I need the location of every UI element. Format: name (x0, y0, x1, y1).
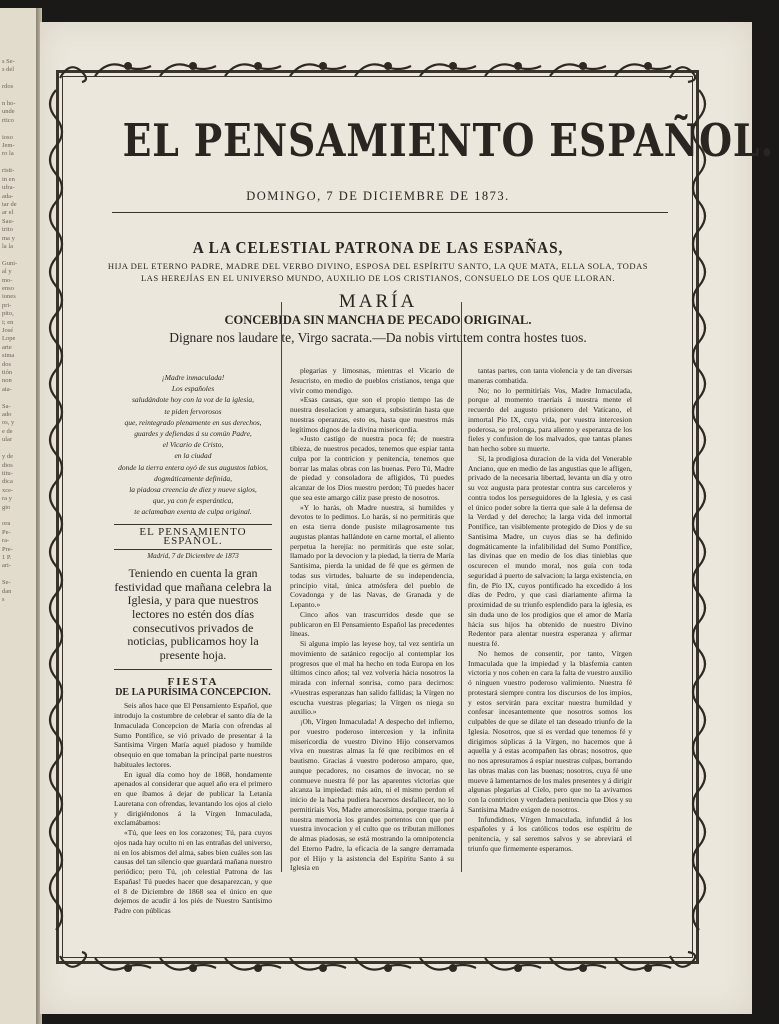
fragment-line (2, 125, 38, 133)
dedication-subtitle-line-1: HIJA DEL ETERNO PADRE, MADRE DEL VERBO DIVINO, ESPOSA DEL ESPÍRITU SANTO, LA QUE MATA, ELLA SOLA, TODAS (107, 261, 649, 271)
fragment-line: Se- (2, 579, 11, 587)
fragment-line: gio (2, 503, 11, 511)
paragraph: Si alguna impío las leyese hoy, tal vez sentiría un movimiento de satánico regocijo al contemplar los progresos que el mal ha hecho en toda Europa en los últimos cinco años; tal vez volvería hácia nosotros la mirada con infernal sonrisa, como para decirnos: «Vuestras esperanzas han salido fallidas; la Vírgen no escucha vuestras plegarias; la Vírgen os niega su auxilio.» (290, 639, 454, 717)
fragment-line: sima (2, 352, 15, 360)
article-column-3 (468, 366, 632, 854)
fragment-line: pito, (2, 310, 14, 318)
fragment-line: al y (2, 268, 12, 276)
fragment-line: rtico (2, 116, 14, 124)
poem-line: ¡Madre inmaculada! (161, 373, 225, 382)
poem-line: te aclamaban exenta de culpa original. (134, 507, 252, 517)
fragment-line: s Se- (2, 58, 15, 65)
maria-heading: MARÍA (338, 291, 418, 312)
fragment-line: Pre- (2, 545, 13, 553)
fragment-line: tar de (2, 200, 17, 208)
fragment-line: la la (2, 242, 14, 250)
fragment-line: trito (2, 226, 13, 234)
poem-line: el Vicario de Cristo, (162, 440, 224, 450)
fragment-line: ora (2, 520, 11, 528)
paragraph: No hemos de consentir, por tanto, Vírgen Inmaculada que la impiedad y la blasfemia canten victoria y nos cohen en cara la falta de vuestro auxilio ó ninguen vuestro poderoso valimiento. Nuestra fé protestará siempre contra los discursos de los impíos, y estos servirán para excitar nuestra humildad y confesar incesantemente que nosotros somos los culpables de que se dilate el tan deseado triunfo de la Iglesia. Nosotros, que si es verdad que tenemos fé y dirigimos súplicas á la Vírgen, no hacemos que á aquella y á estas acompañen las obras; nosotros, que no nos apresuramos á espiar nuestras culpas, borrando las obras malas con las buenas; nosotros, cuya fé une mueve á lamentarnos de los males presentes y á dirigir algunas plegarias al Cielo, pero que no la avivamos con la contricion y verdadera penitencia que Dios y su Santísima Madre exigen de nosotros. (468, 648, 632, 814)
fragment-line: iones (2, 293, 16, 301)
column-dateline: Madrid, 7 de Diciembre de 1873 (147, 552, 239, 561)
fragment-line: s del (2, 66, 15, 74)
fragment-line: Jem- (2, 142, 15, 150)
fragment-line: in en (2, 175, 15, 183)
fragment-line: dan (2, 587, 12, 595)
paragraph: Seis años hace que El Pensamiento Español, que introdujo la costumbre de celebrar el santo día de la Inmaculada Concepcion de María con ofrendas al Sumo Pontífice, se vió privado de presentar á la Santísima Virgen María aquel piadoso y humilde obsequio en que tomaban la principal parte nuestros habituales lectores. (114, 701, 272, 769)
concebida-heading: CONCEBIDA SIN MANCHA DE PECADO ORIGINAL. (224, 313, 532, 327)
paragraph: Infundidnos, Vírgen Inmaculada, infundid á los españoles y á los católicos todos ese espíritu de penitencia, y sal seremos salvos y se abreviará el triunfo que firmemente esperamos. (468, 814, 632, 853)
fragment-line: non (2, 377, 12, 385)
poem-line: guardes y defiendas á su común Padre, (134, 429, 252, 439)
paragraph: »Esas causas, que son el propio tiempo las de nuestra desolacion y amargura, subsistirán hasta que nuestras operanzas, esto es, hasta que nuestros más legítimos dignos de la divina misericordia. (290, 395, 454, 434)
fragment-line (2, 92, 38, 100)
paragraph: ¡Oh, Vírgen Inmaculada! A despecho del infierno, por vuestro poderoso intercesion y la infinita misericordia de vuestro Divino Hijo conservamos viva en nuestras almas la fé que recibimos en el bautismo. Gracias á vuestro poderoso amparo, que, aunque pecadores, no cesamos de invocar, no se conmueve nuestra fé por las aparentes victorias que alcanza la impiedad: más aún, ni el mismo perdon el inicio de la hacha pudiera hacernos desfallecer, no lo permitiríais Vos, Madre amorosísima, porque traería á nuestra memoria los grandes portentos con que por vuestra invocacion y el culto que os tributan millones de almas piadosas, se está mostrando la omnipotencia del Eterno Padre, la eficacia de la sangre derramada por el Hijo y la asistencia del Espíritu Santo á su Iglesia en (290, 717, 454, 873)
fragment-line (2, 571, 38, 579)
fragment-line: arte (2, 343, 12, 351)
fragment-line (2, 159, 38, 167)
frame-ornament-bottom (50, 950, 705, 978)
frame-ornament-top (50, 56, 705, 84)
paragraph: »Y lo harás, oh Madre nuestra, si humildes y devotos te lo pedimos. Lo harás, si no permitirás que en esta tierra donde pusiste milagrosamente tus augustas plantas hallándote en carne mortal, el aliento perpetua la herejía: no permitirás que este solar, llamado por la devocion y la piedad, la tierra de María Santísima, pierda la unidad de fé que es gérmen de todas sus virtudes, baluarte de su independencia, principio vital, única atmósfera del pueblo de Covadonga y de las Navas, de Granada y de Lepanto.» (290, 502, 454, 609)
fragment-line: unde (2, 108, 15, 116)
article-column-2 (290, 366, 454, 873)
paragraph: plegarias y limosnas, mientras el Vicario de Jesucristo, en medio de pueblos cristianos, tenga que vivir como mendigo. (290, 366, 454, 395)
fragment-line (2, 512, 38, 520)
fragment-line: ular (2, 436, 13, 444)
fiesta-heading: FIESTA (167, 675, 219, 688)
fragment-line: ado (2, 411, 12, 419)
fragment-line: s (2, 596, 5, 603)
fragment-line: José (2, 327, 14, 334)
poem-line: saludándote hoy con la voz de la iglesia, (131, 395, 255, 405)
fragment-line: n ho- (2, 100, 16, 108)
poem-line: dogmáticamente definida, (154, 473, 232, 483)
fragment-line: ioso (2, 133, 13, 141)
fragment-line: Pe- (2, 528, 11, 536)
paragraph: »Justo castigo de nuestra poca fé; de nuestra tibieza, de nuestros pecados, tenemos que espiar tanta culpa por la contricion y penitencia, tenemos que borrar las malas obras con las buenas. Pero Tú, Madre de piedad y consoladora de afligidos, Tú puedes alcanzar de los Dios nuestro perdon; Tú puedes hacer que sea este amargo cáliz pase presto de nosotros. (290, 434, 454, 502)
column-divider-1 (281, 302, 282, 872)
poem-line: donde la tierra entera oyó de sus augustos labios, (118, 462, 268, 472)
masthead-rule (112, 212, 668, 213)
fragment-line: xce- (2, 486, 14, 494)
fragment-line: ar el (2, 209, 14, 217)
newspaper-masthead: EL PENSAMIENTO ESPAÑOL. (122, 114, 775, 167)
column-masthead: EL PENSAMIENTO ESPAÑOL. (114, 524, 272, 551)
fragment-line: ro la (2, 150, 14, 158)
article-column-1 (114, 372, 272, 916)
paragraph: En igual día como hoy de 1868, hondamente apenados al considerar que aquel año era el primero en que íbamos á dejar de publicar la Letanía Lauretana con ofrendas, levantando los ojos al cielo y dirigiéndonos á la Vírgen Inmaculada, exclamábamos: (114, 769, 272, 828)
fragment-line: ada- (2, 192, 14, 200)
poem-line: Los españoles (171, 384, 215, 394)
column-divider-2 (461, 302, 462, 872)
fragment-line: dos (2, 360, 12, 368)
fragment-line: Sau- (2, 217, 14, 225)
newspaper-page (40, 22, 775, 1014)
latin-invocation: Dignare nos laudare te, Virgo sacrata.—Da nobis virtutem contra hostes tuos. (169, 330, 587, 345)
fragment-line: rdos (2, 83, 14, 91)
fragment-line (2, 394, 38, 402)
fragment-line: ma y (2, 234, 15, 242)
poem-line: en la ciudad (174, 451, 212, 461)
frame-ornament-right (687, 80, 711, 954)
fragment-line: 1 P. (2, 553, 12, 561)
poem-line: que, ya con fe esperántica, (152, 496, 234, 506)
fragment-line (2, 445, 38, 453)
fragment-line: ristt- (2, 167, 15, 175)
paragraph: «Tú, que lees en los corazones; Tú, para cuyos ojos nada hay oculto ni en las entrañas del universo, ni en los abismos del alma, sabes bien cuáles son las causas del tan silencio que guardará mañana nuestro periódico; pero Tú, ¡oh celestial Patrona de las Españas! Tú puedes hacer que desaparezcan, y que el 8 de Diciembre de 1868 sea el único en que dejemos de acudir á los piés de Nuestro Santísimo Padre con públicas (114, 828, 272, 916)
fragment-line: ata- (2, 385, 12, 393)
previous-page-text-fragments (2, 58, 38, 604)
fragment-line: Sa- (2, 402, 11, 410)
fragment-line (2, 75, 38, 83)
fragment-line: Guni- (2, 259, 18, 267)
fragment-line: titu- (2, 469, 13, 477)
fragment-line: dios (2, 461, 13, 469)
paragraph: tantas partes, con tanta violencia y de tan diversas maneras combatida. (468, 366, 632, 385)
fragment-line: tión (2, 369, 13, 377)
poem-line: que, reintegrado plenamente en sus derechos, (124, 417, 262, 427)
dedication-title: A LA CELESTIAL PATRONA DE LAS ESPAÑAS, (192, 238, 564, 257)
invocation-poem (114, 372, 272, 518)
fragment-line: ari- (2, 562, 12, 570)
fragment-line: mo- (2, 276, 13, 284)
fragment-line (2, 251, 38, 259)
publication-notice: Teniendo en cuenta la gran festividad que mañana celebra la Iglesia, y para que nuestros lectores no estén dos días consecutivos privados de noticias, publicamos hoy la presente hoja. (114, 567, 272, 670)
fragment-line: enso (2, 284, 14, 292)
fragment-line: e de (2, 427, 13, 435)
poem-line: te piden fervorosos (164, 406, 222, 416)
paragraph: Cinco años van trascurridos desde que se publicaron en El Pensamiento Español las precedentes líneas. (290, 609, 454, 639)
previous-page-edge (0, 8, 40, 1024)
frame-ornament-left (44, 80, 68, 954)
fragment-line: os, y (2, 419, 15, 427)
fragment-line: Lope (2, 335, 16, 343)
fragment-line: dica (2, 478, 13, 486)
fragment-line: ra- (2, 537, 10, 545)
purisima-heading: DE LA PURÍSIMA CONCEPCION. (115, 686, 271, 698)
fragment-line: ra y (2, 495, 12, 503)
fragment-line: pri- (2, 301, 12, 309)
issue-date: DOMINGO, 7 DE DICIEMBRE DE 1873. (246, 189, 510, 203)
poem-line: la piadosa creencia de diez y nueve siglos, (129, 485, 257, 495)
paragraph: Sí, la prodigiosa duracion de la vida del Venerable Anciano, que en medio de las angustias que le afligen, privado de la necesaria libertad, levanta un día y otro su voz augusta para protestar contra sus carceleros y contra todos los perseguidores de la Iglesia, y es casi el único poder sobre la tierra que sale á la defensa de la Verdad y del derecho; la larga vida del inmortal Pontífice, tan visiblemente protegido de Dios y de su Santísima Madre, un cuyos días se ha definido dogmáticamente la infalibilidad del Sumo Pontífice, las divinas que en medio de los dias tinieblas que oscurecen el mundo moral, nos guía con toda seguridad á puerto de salvacion; la larga existencia, en fin, de Pío IX, cuyos pontificado ha excedido á los días de Pedro, y que casi diariamente afirma la proximidad de su triunfo esplendido para la iglesia, es sin duda uno de los prodigios que el amor de María hácia sus hijos ha obtenido de nuestro Divino Redentor para alentar nuestra esperanza y afirmar nuestra fé. (468, 453, 632, 648)
dedication-subtitle-line-2: LAS HEREJÍAS EN EL UNIVERSO MUNDO, AUXILIO DE LOS CRISTIANOS, CONSUELO DE LOS QUE LLORAN. (140, 273, 616, 283)
paragraph: No; no lo permitiríais Vos, Madre Inmaculada, porque al momento traeríais á nuestra mente el recuerdo del augusto prisionero del Vaticano, el inmortal Pío IX, cuya vida, por vuestra intercesion poderosa, se prolonga, para aliento y esperanza de los fieles y confusion de los malvados, que tantas planes han hecho sobre su muerte. (468, 385, 632, 453)
fragment-line: y de (2, 453, 14, 461)
fragment-line: i; en (2, 318, 14, 326)
fragment-line: ufra- (2, 184, 15, 192)
